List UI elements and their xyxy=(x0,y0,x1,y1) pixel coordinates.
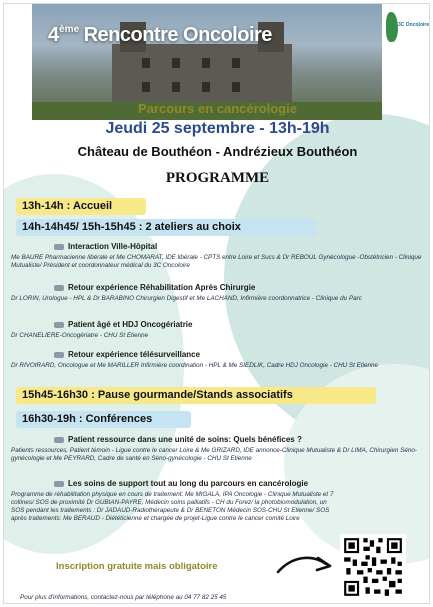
atelier-speakers: Dr RIVOIRARD, Oncologue et Me MARILLER Infirmière coordination - HPL & Me SIEDLIK, Cadre HDJ Oncologie - CHU St Etienne xyxy=(11,362,378,369)
atelier-speakers: Me BAURE Pharmacienne libérale et Me CHOMARAT, IDE libérale - CPTS entre Loire et Sucs & Dr REBOUL Gynécologue -Obstétricien - Clinique Mutualiste/ Président et coordonnateur médical du 3C Oncoloire xyxy=(11,254,422,269)
atelier-speakers: Dr CHANELIERE-Oncogériatre - CHU St Etienne xyxy=(11,332,149,339)
event-date: Jeudi 25 septembre - 13h-19h xyxy=(105,120,330,137)
conference-title: Patient ressource dans une unité de soins: Quels bénéfices ? xyxy=(54,435,302,444)
band-accueil: 13h-14h : Accueil xyxy=(16,198,146,215)
castle-window xyxy=(232,58,240,68)
band-conferences: 16h30-19h : Conférences xyxy=(16,411,191,428)
atelier-speakers: Dr LORIN, Urologue - HPL & Dr BARABINO Chirurgien Digestif et Me LACHAND, Infirmière coordonnatrice - Clinique du Parc xyxy=(11,295,362,302)
atelier-title: Patient âgé et HDJ Oncogériatrie xyxy=(54,320,192,329)
castle-window xyxy=(202,82,210,92)
castle-window xyxy=(172,82,180,92)
atelier-title: Retour expérience télésurveillance xyxy=(54,350,200,359)
speech-bubble-icon xyxy=(54,285,64,291)
edition-number: 4 xyxy=(48,24,60,46)
speech-bubble-icon xyxy=(54,244,64,250)
conference-title: Les soins de support tout au long du parcours en cancérologie xyxy=(54,479,308,488)
conference-speakers: Patients ressources, Patient témoin - Ligue contre le cancer Loire & Me GRIZARD, IDE annonce-Clinique Mutualiste & Dr LIMA, Chirurgien Séno-gynécologie et Me PEYRARD, Cadre de santé en Séno-gynécologie - CHU St Etienne xyxy=(11,447,417,462)
event-title xyxy=(48,24,272,47)
qr-code[interactable] xyxy=(340,534,406,600)
loire-map-icon xyxy=(386,12,398,42)
event-venue: Château de Bouthéon - Andrézieux Bouthéon xyxy=(77,144,358,159)
atelier-title: Retour expérience Réhabilitation Après Chirurgie xyxy=(54,283,255,292)
castle-window xyxy=(142,58,150,68)
inscription-note: Inscription gratuite mais obligatoire xyxy=(56,561,218,572)
edition-suffix: ème xyxy=(59,24,80,35)
castle-window xyxy=(142,82,150,92)
atelier-title: Interaction Ville-Hôpital xyxy=(54,242,157,251)
contact-footer: Pour plus d'informations, contactez-nous par téléphone au 04 77 82 25 45 xyxy=(20,594,227,601)
flyer-page xyxy=(3,3,430,604)
band-ateliers: 14h-14h45/ 15h-15h45 : 2 ateliers au choix xyxy=(16,219,316,236)
band-pause: 15h45-16h30 : Pause gourmande/Stands associatifs xyxy=(16,387,376,404)
logo-text: 3C Oncoloire xyxy=(398,22,430,28)
speech-bubble-icon xyxy=(54,352,64,358)
castle-window xyxy=(232,82,240,92)
oncoloire-logo xyxy=(380,10,430,50)
speech-bubble-icon xyxy=(54,437,64,443)
arrow-icon xyxy=(274,550,338,580)
castle-window xyxy=(172,58,180,68)
event-name: Rencontre Oncoloire xyxy=(83,24,272,46)
castle-window xyxy=(202,58,210,68)
speech-bubble-icon xyxy=(54,481,64,487)
conference-speakers: Programme de réhabilitation physique en cours de traitement: Me MIGALA, IPA Oncologie - Clinique Mutualiste et 7 collines/ SOS de proximité Dr GUBIAN-PAYRE, Médecin soins palliatifs - CH du Forez/ la photobiomodulation, un SOS pendant les traitements : Dr JADAUD-Radiothérapeute & Dr BENETON Médecin SOS-CHU St Etienne/ SOS après traitements: Me BERAUD - Diététicienne et chargée de projet-Ligue contre le cancer comité Loire xyxy=(11,491,334,522)
programme-heading: PROGRAMME xyxy=(165,170,270,186)
theme-title: Parcours en cancérologie xyxy=(138,101,297,116)
speech-bubble-icon xyxy=(54,322,64,328)
